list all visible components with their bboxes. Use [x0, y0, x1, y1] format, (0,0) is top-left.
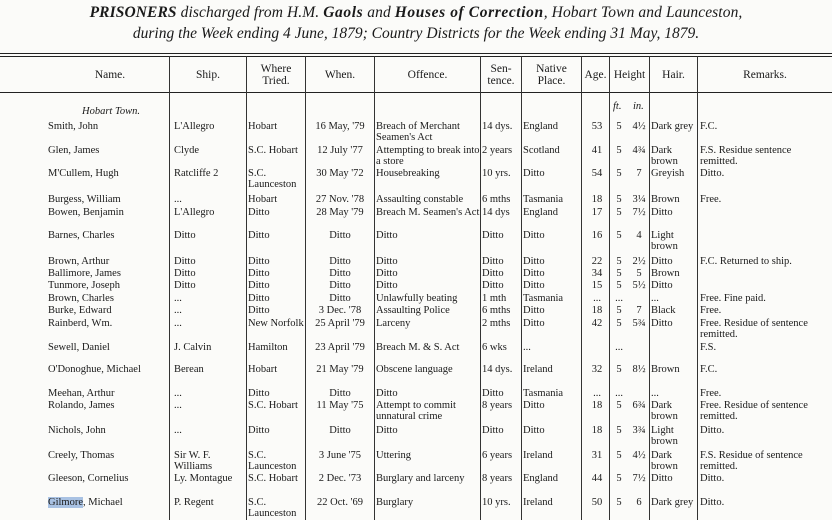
cell-offence: Breach M. & S. Act	[376, 342, 460, 353]
column-divider	[649, 56, 650, 520]
col-header-hair: Hair.	[662, 69, 685, 81]
cell-native: Ireland	[523, 497, 553, 508]
cell-when: 21 May '79	[316, 364, 364, 375]
column-divider	[246, 56, 247, 520]
title-suffix: , Hobart Town and Launceston,	[543, 4, 743, 21]
cell-name: Tunmore, Joseph	[48, 280, 120, 291]
cell-when: 22 Oct. '69	[317, 497, 363, 508]
col-header-age: Age.	[584, 69, 607, 81]
cell-age: 50	[591, 497, 603, 508]
cell-name: Brown, Charles	[48, 293, 114, 304]
column-divider	[581, 56, 582, 520]
cell-sentence: 8 years	[482, 473, 513, 484]
cell-native: Ditto	[523, 305, 545, 316]
cell-ft: ...	[615, 293, 623, 304]
cell-age: 15	[591, 280, 603, 291]
title-prisoners: PRISONERS	[89, 4, 177, 21]
cell-where: Ditto	[248, 280, 270, 291]
cell-offence: Unlawfully beating	[376, 293, 458, 304]
cell-hair: Ditto	[651, 473, 673, 484]
cell-sentence: 14 dys.	[482, 121, 513, 132]
cell-offence: Burglary	[376, 497, 414, 508]
cell-sentence: Ditto	[482, 256, 504, 267]
cell-remarks: Ditto.	[700, 473, 725, 484]
cell-when: Ditto	[329, 388, 351, 399]
cell-ship: ...	[174, 425, 182, 436]
cell-name: M'Cullem, Hugh	[48, 168, 119, 179]
cell-ft: 5	[616, 268, 622, 279]
cell-age: 18	[591, 425, 603, 436]
cell-where: Ditto	[248, 305, 270, 316]
cell-age: 16	[591, 230, 603, 241]
cell-name: Barnes, Charles	[48, 230, 115, 241]
cell-name: Sewell, Daniel	[48, 342, 110, 353]
title-line-2: during the Week ending 4 June, 1879; Country Districts for the Week ending 31 May, 1879.	[132, 25, 700, 42]
cell-where: Ditto	[248, 207, 270, 218]
cell-ship: Ditto	[174, 256, 196, 267]
top-rule	[0, 53, 832, 54]
cell-when: Ditto	[329, 268, 351, 279]
cell-ft: ...	[615, 388, 623, 399]
cell-ship: Ly. Montague	[174, 473, 233, 484]
cell-hair: Black	[651, 305, 676, 316]
cell-in: 8½	[632, 364, 646, 375]
cell-hair: Ditto	[651, 318, 673, 329]
cell-where: Ditto	[248, 425, 270, 436]
cell-hair: Ditto	[651, 207, 673, 218]
cell-when: 2 Dec. '73	[318, 473, 362, 484]
cell-age: 32	[591, 364, 603, 375]
cell-offence: Burglary and larceny	[376, 473, 465, 484]
cell-where: S.C. Launceston	[248, 497, 297, 519]
cell-offence: Assaulting Police	[376, 305, 450, 316]
cell-ship: Ditto	[174, 268, 196, 279]
cell-where: Ditto	[248, 230, 270, 241]
cell-sentence: 2 mths	[482, 318, 511, 329]
cell-hair: Light brown	[651, 230, 678, 252]
cell-where: Hamilton	[248, 342, 288, 353]
cell-in: 2½	[632, 256, 646, 267]
cell-where: S.C. Hobart	[248, 145, 298, 156]
subheader-feet: ft.	[613, 101, 622, 112]
cell-ship: ...	[174, 318, 182, 329]
cell-sentence: 14 dys.	[482, 364, 513, 375]
cell-offence: Ditto	[376, 280, 398, 291]
cell-offence: Ditto	[376, 268, 398, 279]
cell-name: Brown, Arthur	[48, 256, 110, 267]
cell-when: 30 May '72	[316, 168, 364, 179]
cell-offence: Uttering	[376, 450, 411, 461]
cell-in: 6	[636, 497, 642, 508]
cell-hair: Brown	[651, 268, 680, 279]
cell-ft: 5	[616, 207, 622, 218]
cell-remarks: F.S. Residue of sentence remitted.	[700, 450, 803, 472]
cell-remarks: F.C.	[700, 121, 718, 132]
cell-native: ...	[523, 342, 531, 353]
cell-name: Nichols, John	[48, 425, 106, 436]
cell-age: 41	[591, 145, 603, 156]
cell-ft: 5	[616, 473, 622, 484]
cell-native: Ditto	[523, 425, 545, 436]
cell-in: 3¾	[632, 425, 646, 436]
cell-native: Tasmania	[523, 194, 564, 205]
cell-name	[48, 497, 168, 508]
column-divider	[305, 56, 306, 520]
column-divider	[374, 56, 375, 520]
cell-remarks: Free.	[700, 194, 722, 205]
top-rule-inner	[0, 56, 832, 57]
cell-when: 11 May '75	[316, 400, 364, 411]
cell-sentence: 1 mth	[482, 293, 507, 304]
highlighted-name: Gilmore	[48, 497, 83, 508]
document-title	[0, 0, 832, 52]
column-divider	[169, 56, 170, 520]
cell-ship: Ratcliffe 2	[174, 168, 219, 179]
cell-remarks: F.S. Residue sentence remitted.	[700, 145, 792, 167]
cell-remarks: Ditto.	[700, 168, 725, 179]
cell-offence: Ditto	[376, 230, 398, 241]
column-divider	[697, 56, 698, 520]
cell-name: Gleeson, Cornelius	[48, 473, 129, 484]
cell-sentence: Ditto	[482, 425, 504, 436]
cell-age: 18	[591, 400, 603, 411]
cell-name: Rainberd, Wm.	[48, 318, 113, 329]
cell-name: Glen, James	[48, 145, 100, 156]
cell-native: Ditto	[523, 318, 545, 329]
cell-ship: ...	[174, 293, 182, 304]
cell-hair: Brown	[651, 364, 680, 375]
cell-when: 3 Dec. '78	[318, 305, 362, 316]
cell-sentence: Ditto	[482, 388, 504, 399]
cell-when: Ditto	[329, 230, 351, 241]
cell-ship: ...	[174, 194, 182, 205]
cell-offence: Ditto	[376, 425, 398, 436]
cell-sentence: 6 mths	[482, 194, 511, 205]
title-and: and	[363, 4, 395, 21]
cell-native: Ditto	[523, 230, 545, 241]
cell-where: S.C. Launceston	[248, 450, 297, 472]
cell-age: 44	[591, 473, 603, 484]
cell-age: 34	[591, 268, 603, 279]
cell-offence: Attempting to break into a store	[376, 145, 480, 167]
title-houses: Houses of Correction	[394, 4, 544, 21]
cell-in: 7½	[632, 207, 646, 218]
cell-where: Ditto	[248, 388, 270, 399]
cell-in: 6¾	[632, 400, 646, 411]
cell-name: Burgess, William	[48, 194, 121, 205]
cell-hair: Greyish	[651, 168, 685, 179]
cell-ft: 5	[616, 450, 622, 461]
cell-when: 27 Nov. '78	[315, 194, 365, 205]
cell-native: Ditto	[523, 400, 545, 411]
cell-name: Meehan, Arthur	[48, 388, 115, 399]
col-header-height: Height	[613, 69, 646, 81]
cell-age: 53	[591, 121, 603, 132]
cell-ship: Berean	[174, 364, 204, 375]
col-header-offence: Offence.	[407, 69, 448, 81]
cell-sentence: 6 wks	[482, 342, 507, 353]
cell-in: 7½	[632, 473, 646, 484]
cell-ft: 5	[616, 194, 622, 205]
cell-native: England	[523, 473, 558, 484]
cell-native: Ditto	[523, 168, 545, 179]
cell-when: 28 May '79	[316, 207, 364, 218]
cell-ship: L'Allegro	[174, 121, 215, 132]
cell-sentence: Ditto	[482, 268, 504, 279]
cell-ft: 5	[616, 280, 622, 291]
cell-sentence: 10 yrs.	[482, 168, 511, 179]
cell-name: Smith, John	[48, 121, 99, 132]
header-bottom-rule	[0, 92, 832, 93]
cell-hair: Light brown	[651, 425, 678, 447]
cell-sentence: 6 years	[482, 450, 513, 461]
cell-sentence: 14 dys	[482, 207, 510, 218]
cell-offence: Ditto	[376, 388, 398, 399]
cell-when: 25 April '79	[315, 318, 365, 329]
cell-remarks: Free. Residue of sentence remitted.	[700, 400, 808, 422]
cell-ft: 5	[616, 305, 622, 316]
cell-ship: Ditto	[174, 280, 196, 291]
cell-native: England	[523, 121, 558, 132]
cell-ship: J. Calvin	[174, 342, 212, 353]
cell-ft: 5	[616, 256, 622, 267]
cell-remarks: Free. Residue of sentence remitted.	[700, 318, 808, 340]
cell-offence: Breach of Merchant Seamen's Act	[376, 121, 460, 143]
cell-native: Ditto	[523, 280, 545, 291]
cell-where: Hobart	[248, 364, 278, 375]
cell-ft: 5	[616, 364, 622, 375]
cell-name: Creely, Thomas	[48, 450, 115, 461]
cell-ft: 5	[616, 400, 622, 411]
cell-sentence: 10 yrs.	[482, 497, 511, 508]
cell-remarks: Ditto.	[700, 497, 725, 508]
col-header-remarks: Remarks.	[743, 69, 787, 81]
cell-ft: 5	[616, 145, 622, 156]
cell-hair: ...	[651, 388, 659, 399]
cell-offence: Breach M. Seamen's Act	[376, 207, 480, 218]
cell-hair: Dark grey	[651, 121, 694, 132]
subheader-inches: in.	[633, 101, 644, 112]
cell-where: Ditto	[248, 268, 270, 279]
title-line-1	[0, 4, 832, 22]
cell-name: Rolando, James	[48, 400, 115, 411]
cell-hair: Brown	[651, 194, 680, 205]
cell-where: Ditto	[248, 256, 270, 267]
cell-where: Ditto	[248, 293, 270, 304]
cell-age: ...	[593, 388, 601, 399]
cell-hair: ...	[651, 293, 659, 304]
column-divider	[480, 56, 481, 520]
cell-native: Scotland	[523, 145, 560, 156]
cell-when: 3 June '75	[318, 450, 362, 461]
cell-offence: Attempt to commit unnatural crime	[376, 400, 456, 422]
section-label: Hobart Town.	[82, 106, 140, 117]
cell-remarks: F.S.	[700, 342, 717, 353]
cell-offence: Housebreaking	[376, 168, 440, 179]
cell-ft: 5	[616, 230, 622, 241]
cell-hair: Ditto	[651, 256, 673, 267]
cell-native: Tasmania	[523, 388, 564, 399]
cell-in: 4	[636, 230, 642, 241]
cell-age: 18	[591, 194, 603, 205]
cell-sentence: 6 mths	[482, 305, 511, 316]
cell-age: 42	[591, 318, 603, 329]
cell-ft: 5	[616, 121, 622, 132]
cell-name: Ballimore, James	[48, 268, 121, 279]
cell-ft: ...	[615, 342, 623, 353]
cell-in: 7	[636, 168, 642, 179]
col-header-native: Native Place.	[536, 63, 567, 87]
cell-age: 31	[591, 450, 603, 461]
cell-remarks: Free. Fine paid.	[700, 293, 766, 304]
cell-when: Ditto	[329, 280, 351, 291]
cell-in: 4¾	[632, 145, 646, 156]
cell-age: ...	[593, 293, 601, 304]
cell-ship: ...	[174, 400, 182, 411]
cell-native: Ireland	[523, 364, 553, 375]
cell-in: 3¼	[632, 194, 646, 205]
column-divider	[609, 56, 610, 520]
cell-when: Ditto	[329, 293, 351, 304]
title-gaols: Gaols	[323, 4, 364, 21]
cell-hair: Ditto	[651, 280, 673, 291]
cell-native: Ditto	[523, 268, 545, 279]
cell-in: 7	[636, 305, 642, 316]
title-middle: discharged from H.M.	[176, 4, 324, 21]
cell-where: Hobart	[248, 121, 278, 132]
cell-ship: ...	[174, 388, 182, 399]
cell-remarks: F.C.	[700, 364, 718, 375]
cell-sentence: Ditto	[482, 230, 504, 241]
cell-hair: Dark brown	[651, 450, 678, 472]
cell-ship: P. Regent	[174, 497, 214, 508]
cell-ft: 5	[616, 497, 622, 508]
cell-in: 4½	[632, 450, 646, 461]
cell-ft: 5	[616, 425, 622, 436]
cell-offence: Assaulting constable	[376, 194, 464, 205]
col-header-name: Name.	[94, 69, 126, 81]
cell-sentence: Ditto	[482, 280, 504, 291]
cell-ship: L'Allegro	[174, 207, 215, 218]
cell-hair: Dark brown	[651, 145, 678, 167]
cell-remarks: Free.	[700, 388, 722, 399]
cell-when: 16 May, '79	[315, 121, 365, 132]
cell-age: 18	[591, 305, 603, 316]
cell-age: 22	[591, 256, 603, 267]
cell-native: Ditto	[523, 256, 545, 267]
cell-where: New Norfolk	[248, 318, 304, 329]
cell-where: S.C. Hobart	[248, 400, 298, 411]
cell-age: 54	[591, 168, 603, 179]
cell-when: Ditto	[329, 256, 351, 267]
cell-where: S.C. Hobart	[248, 473, 298, 484]
cell-where: S.C. Launceston	[248, 168, 297, 190]
cell-offence: Larceny	[376, 318, 411, 329]
cell-native: Ireland	[523, 450, 553, 461]
cell-remarks: Ditto.	[700, 425, 725, 436]
cell-ft: 5	[616, 318, 622, 329]
cell-native: Tasmania	[523, 293, 564, 304]
col-header-where: Where Tried.	[260, 63, 292, 87]
cell-ship: ...	[174, 305, 182, 316]
cell-ft: 5	[616, 168, 622, 179]
cell-remarks: F.C. Returned to ship.	[700, 256, 792, 267]
cell-ship: Clyde	[174, 145, 200, 156]
cell-sentence: 8 years	[482, 400, 513, 411]
col-header-ship: Ship.	[196, 69, 220, 81]
cell-name: Burke, Edward	[48, 305, 112, 316]
name-rest: , Michael	[83, 497, 123, 508]
cell-hair: Dark brown	[651, 400, 678, 422]
cell-when: 12 July '77	[317, 145, 363, 156]
cell-remarks: Free.	[700, 305, 722, 316]
cell-when: Ditto	[329, 425, 351, 436]
cell-ship: Sir W. F. Williams	[174, 450, 213, 472]
cell-sentence: 2 years	[482, 145, 513, 156]
cell-offence: Ditto	[376, 256, 398, 267]
col-header-sentence: Sen-tence.	[487, 63, 515, 87]
cell-in: 5¾	[632, 318, 646, 329]
cell-when: 23 April '79	[315, 342, 365, 353]
cell-native: England	[523, 207, 558, 218]
cell-ship: Ditto	[174, 230, 196, 241]
cell-in: 5	[636, 268, 642, 279]
col-header-when: When.	[324, 69, 356, 81]
cell-offence: Obscene language	[376, 364, 453, 375]
cell-name: O'Donoghue, Michael	[48, 364, 141, 375]
cell-in: 5½	[632, 280, 646, 291]
cell-hair: Dark grey	[651, 497, 694, 508]
cell-age: 17	[591, 207, 603, 218]
cell-name: Bowen, Benjamin	[48, 207, 124, 218]
cell-in: 4½	[632, 121, 646, 132]
cell-where: Hobart	[248, 194, 278, 205]
